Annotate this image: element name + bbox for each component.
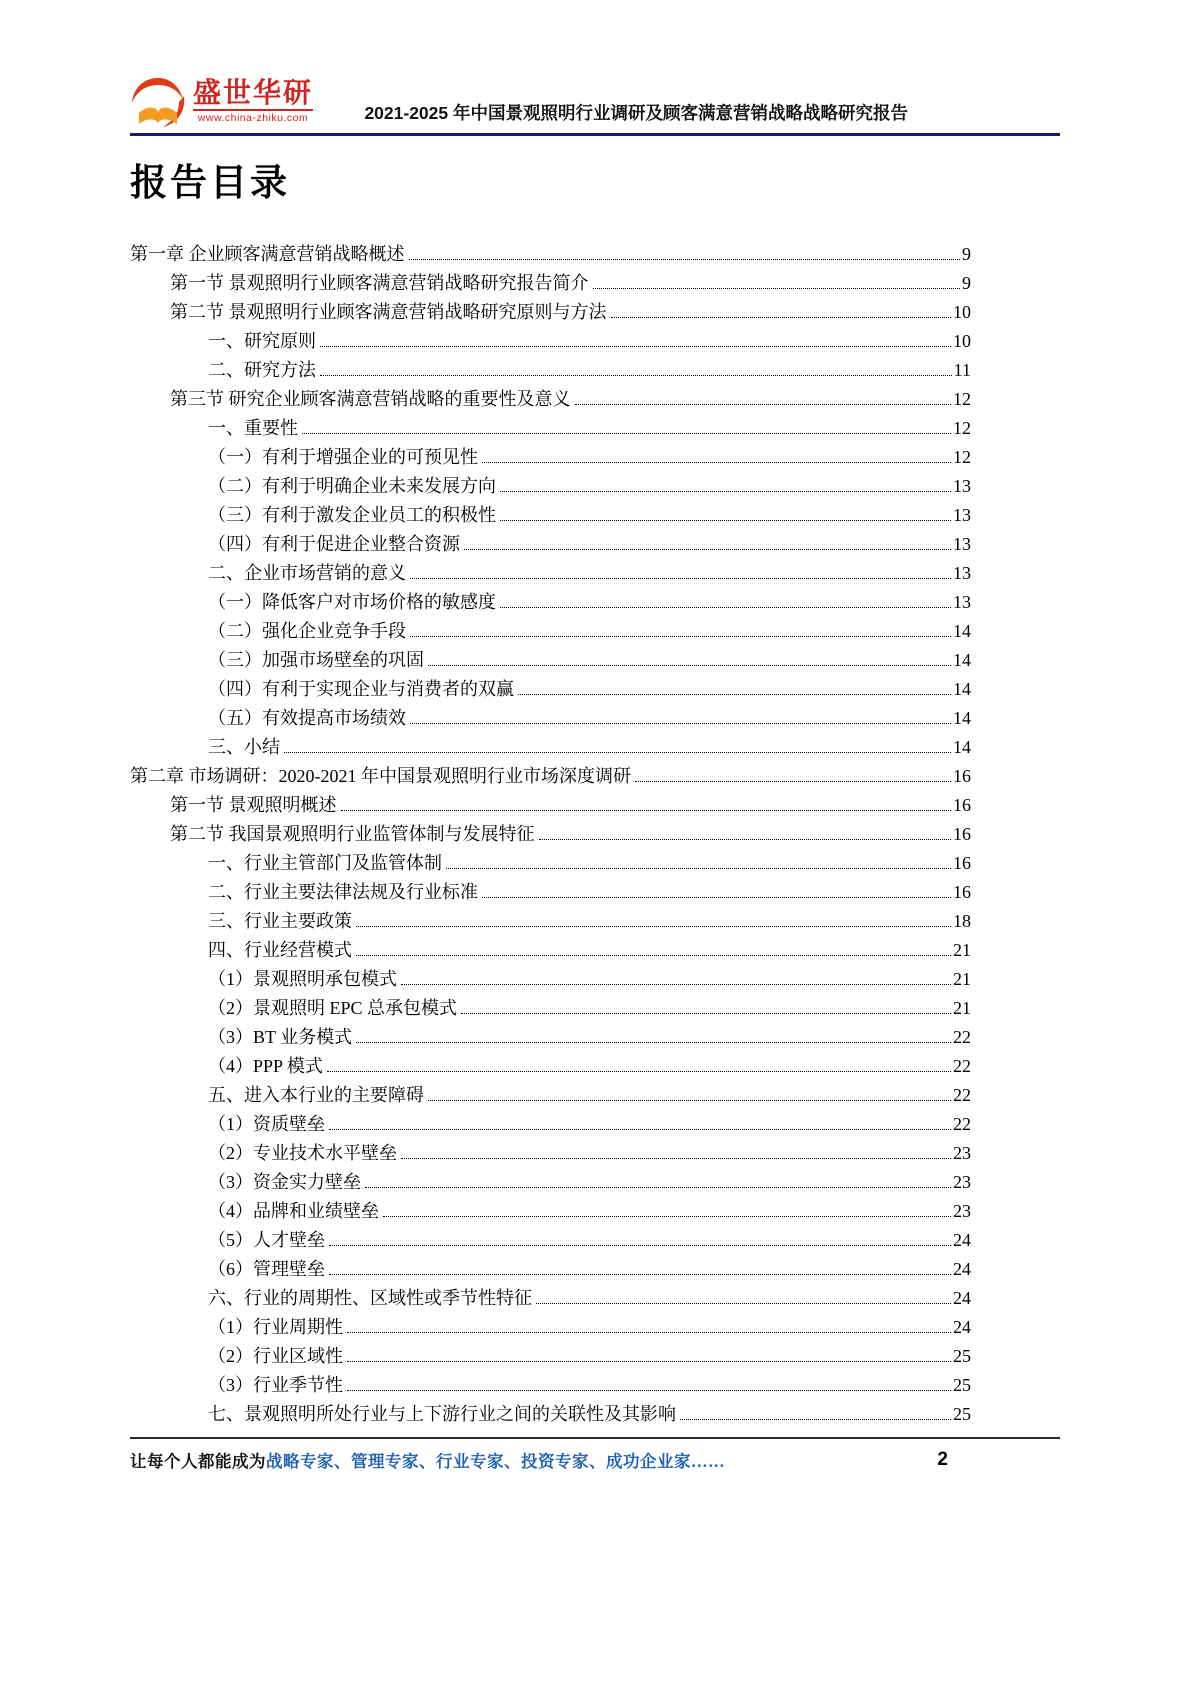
toc-entry[interactable] bbox=[130, 1139, 971, 1168]
toc-entry-text: 第二章 市场调研：2020-2021 年中国景观照明行业市场深度调研 bbox=[130, 766, 631, 786]
toc-entry[interactable] bbox=[130, 501, 971, 530]
toc-entry-text: 五、进入本行业的主要障碍 bbox=[208, 1085, 424, 1105]
toc-leader-dots bbox=[428, 665, 951, 666]
toc-page-number: 21 bbox=[953, 940, 971, 960]
toc-leader-dots bbox=[464, 549, 951, 550]
toc-entry[interactable] bbox=[130, 1255, 971, 1284]
toc-entry-text: 一、研究原则 bbox=[208, 331, 316, 351]
logo-text-block bbox=[193, 78, 313, 126]
toc-entry[interactable] bbox=[130, 588, 971, 617]
toc-entry[interactable] bbox=[130, 385, 971, 414]
toc-leader-dots bbox=[536, 1303, 951, 1304]
toc-entry-text: 第一节 景观照明行业顾客满意营销战略研究报告简介 bbox=[170, 273, 589, 293]
toc-page-number: 23 bbox=[953, 1143, 971, 1163]
toc-entry[interactable] bbox=[130, 1197, 971, 1226]
toc-page-number: 13 bbox=[953, 592, 971, 612]
toc-entry[interactable] bbox=[130, 1110, 971, 1139]
toc-entry-text: （5）人才壁垒 bbox=[208, 1230, 325, 1250]
toc-entry[interactable] bbox=[130, 994, 971, 1023]
page-footer bbox=[130, 1437, 1060, 1472]
toc-entry[interactable] bbox=[130, 269, 971, 298]
toc-page-number: 22 bbox=[953, 1114, 971, 1134]
toc-page-number: 14 bbox=[953, 737, 971, 757]
toc-page-number: 21 bbox=[953, 969, 971, 989]
toc-entry[interactable] bbox=[130, 762, 971, 791]
toc-leader-dots bbox=[611, 317, 952, 318]
toc-entry[interactable] bbox=[130, 646, 971, 675]
toc-entry-text: （2）行业区域性 bbox=[208, 1346, 343, 1366]
toc-entry-text: （四）有利于促进企业整合资源 bbox=[208, 534, 460, 554]
toc-entry-text: 一、行业主管部门及监管体制 bbox=[208, 853, 442, 873]
toc-page-number: 22 bbox=[953, 1056, 971, 1076]
logo-website-url: www.china-zhiku.com bbox=[193, 109, 313, 126]
toc-page-number: 13 bbox=[953, 534, 971, 554]
toc-entry[interactable] bbox=[130, 617, 971, 646]
toc-entry-text: （6）管理壁垒 bbox=[208, 1259, 325, 1279]
toc-leader-dots bbox=[356, 955, 951, 956]
toc-entry-text: （4）品牌和业绩壁垒 bbox=[208, 1201, 379, 1221]
toc-leader-dots bbox=[680, 1419, 951, 1420]
toc-entry-text: 一、重要性 bbox=[208, 418, 298, 438]
toc-entry-text: 第三节 研究企业顾客满意营销战略的重要性及意义 bbox=[170, 389, 571, 409]
toc-leader-dots bbox=[383, 1216, 951, 1217]
toc-leader-dots bbox=[410, 636, 951, 637]
toc-entry[interactable] bbox=[130, 356, 971, 385]
toc-entry-text: 七、景观照明所处行业与上下游行业之间的关联性及其影响 bbox=[208, 1404, 676, 1424]
toc-entry[interactable] bbox=[130, 820, 971, 849]
toc-entry-text: （1）景观照明承包模式 bbox=[208, 969, 397, 989]
toc-entry-text: （三）有利于激发企业员工的积极性 bbox=[208, 505, 496, 525]
toc-entry[interactable] bbox=[130, 1400, 971, 1429]
toc-page-number: 25 bbox=[953, 1346, 971, 1366]
header-divider-rule bbox=[130, 133, 1060, 136]
toc-page-number: 22 bbox=[953, 1027, 971, 1047]
toc-entry[interactable] bbox=[130, 791, 971, 820]
toc-leader-dots bbox=[500, 491, 951, 492]
toc-leader-dots bbox=[500, 520, 951, 521]
toc-page-number: 13 bbox=[953, 476, 971, 496]
toc-entry-text: 三、行业主要政策 bbox=[208, 911, 352, 931]
toc-page-number: 16 bbox=[953, 795, 971, 815]
toc-page-number: 14 bbox=[953, 621, 971, 641]
toc-page-number: 25 bbox=[953, 1375, 971, 1395]
toc-page-number: 9 bbox=[962, 273, 971, 293]
toc-entry[interactable] bbox=[130, 443, 971, 472]
toc-page-number: 14 bbox=[953, 708, 971, 728]
toc-entry-text: 四、行业经营模式 bbox=[208, 940, 352, 960]
toc-entry-text: （四）有利于实现企业与消费者的双赢 bbox=[208, 679, 514, 699]
logo-company-name: 盛世华研 bbox=[193, 76, 314, 108]
toc-leader-dots bbox=[539, 839, 952, 840]
toc-page-number: 24 bbox=[953, 1230, 971, 1250]
toc-entry-text: （一）有利于增强企业的可预见性 bbox=[208, 447, 478, 467]
toc-entry[interactable] bbox=[130, 472, 971, 501]
toc-entry-text: 二、研究方法 bbox=[208, 360, 316, 380]
toc-leader-dots bbox=[320, 375, 952, 376]
toc-entry[interactable] bbox=[130, 733, 971, 762]
toc-entry-text: 第二节 景观照明行业顾客满意营销战略研究原则与方法 bbox=[170, 302, 607, 322]
toc-entry[interactable] bbox=[130, 298, 971, 327]
toc-leader-dots bbox=[327, 1071, 951, 1072]
toc-entry[interactable] bbox=[130, 1371, 971, 1400]
footer-page-number: 2 bbox=[937, 1449, 948, 1470]
toc-page-number: 14 bbox=[953, 650, 971, 670]
toc-entry[interactable] bbox=[130, 1052, 971, 1081]
toc-entry[interactable] bbox=[130, 327, 971, 356]
toc-leader-dots bbox=[302, 433, 951, 434]
toc-entry-text: 第一节 景观照明概述 bbox=[170, 795, 337, 815]
toc-page-number: 9 bbox=[962, 244, 971, 264]
page-title: 报告目录 bbox=[130, 162, 290, 203]
toc-entry[interactable] bbox=[130, 907, 971, 936]
toc-list bbox=[130, 240, 1060, 1429]
toc-entry[interactable] bbox=[130, 559, 971, 588]
toc-leader-dots bbox=[329, 1274, 951, 1275]
toc-entry[interactable] bbox=[130, 1313, 971, 1342]
toc-entry[interactable] bbox=[130, 1023, 971, 1052]
toc-leader-dots bbox=[329, 1129, 951, 1130]
toc-page-number: 22 bbox=[953, 1085, 971, 1105]
toc-leader-dots bbox=[461, 1013, 951, 1014]
toc-leader-dots bbox=[518, 694, 951, 695]
toc-entry[interactable] bbox=[130, 849, 971, 878]
toc-entry-text: （3）行业季节性 bbox=[208, 1375, 343, 1395]
toc-page-number: 12 bbox=[953, 418, 971, 438]
toc-leader-dots bbox=[401, 1158, 951, 1159]
toc-page-number: 14 bbox=[953, 679, 971, 699]
toc-page-number: 24 bbox=[953, 1288, 971, 1308]
toc-entry[interactable] bbox=[130, 1226, 971, 1255]
toc-page-number: 16 bbox=[953, 882, 971, 902]
toc-leader-dots bbox=[356, 1042, 951, 1043]
toc-entry[interactable] bbox=[130, 878, 971, 907]
toc-leader-dots bbox=[284, 752, 951, 753]
toc-entry-text: 三、小结 bbox=[208, 737, 280, 757]
footer-row bbox=[130, 1448, 1060, 1472]
toc-entry-text: （2）景观照明 EPC 总承包模式 bbox=[208, 998, 458, 1018]
toc-entry-text: 二、行业主要法律法规及行业标准 bbox=[208, 882, 478, 902]
toc-page-number: 11 bbox=[953, 360, 971, 380]
toc-leader-dots bbox=[341, 810, 952, 811]
toc-leader-dots bbox=[320, 346, 951, 347]
toc-entry-text: 第一章 企业顾客满意营销战略概述 bbox=[130, 244, 405, 264]
toc-entry-text: （三）加强市场壁垒的巩固 bbox=[208, 650, 424, 670]
toc-entry[interactable] bbox=[130, 1168, 971, 1197]
toc-page-number: 16 bbox=[953, 853, 971, 873]
toc-leader-dots bbox=[446, 868, 951, 869]
toc-page-number: 16 bbox=[953, 766, 971, 786]
toc-entry[interactable] bbox=[130, 1342, 971, 1371]
toc-entry-text: （二）有利于明确企业未来发展方向 bbox=[208, 476, 496, 496]
toc-leader-dots bbox=[428, 1100, 951, 1101]
toc-entry[interactable] bbox=[130, 704, 971, 733]
toc-entry-text: （1）行业周期性 bbox=[208, 1317, 343, 1337]
toc-leader-dots bbox=[356, 926, 951, 927]
toc-entry-text: （2）专业技术水平壁垒 bbox=[208, 1143, 397, 1163]
toc-leader-dots bbox=[347, 1390, 951, 1391]
toc-page-number: 18 bbox=[953, 911, 971, 931]
toc-leader-dots bbox=[482, 462, 951, 463]
footer-slogan-prefix: 让每个人都能成为 bbox=[130, 1452, 266, 1471]
toc-leader-dots bbox=[365, 1187, 951, 1188]
toc-entry[interactable] bbox=[130, 1284, 971, 1313]
toc-leader-dots bbox=[482, 897, 951, 898]
toc-page-number: 13 bbox=[953, 505, 971, 525]
toc-leader-dots bbox=[329, 1245, 951, 1246]
toc-page-number: 12 bbox=[953, 389, 971, 409]
toc-page-number: 13 bbox=[953, 563, 971, 583]
toc-leader-dots bbox=[401, 984, 951, 985]
toc-page-number: 23 bbox=[953, 1172, 971, 1192]
toc-entry[interactable] bbox=[130, 936, 971, 965]
toc-page-number: 10 bbox=[953, 302, 971, 322]
toc-leader-dots bbox=[347, 1361, 951, 1362]
toc-entry-text: （五）有效提高市场绩效 bbox=[208, 708, 406, 728]
toc-page-number: 12 bbox=[953, 447, 971, 467]
footer-slogan bbox=[130, 1448, 725, 1472]
toc-entry[interactable] bbox=[130, 675, 971, 704]
toc-leader-dots bbox=[410, 723, 951, 724]
toc-leader-dots bbox=[635, 781, 951, 782]
toc-entry[interactable] bbox=[130, 414, 971, 443]
toc-entry-text: 第二节 我国景观照明行业监管体制与发展特征 bbox=[170, 824, 535, 844]
toc-page-number: 24 bbox=[953, 1259, 971, 1279]
report-header-title: 2021-2025 年中国景观照明行业调研及顾客满意营销战略战略研究报告 bbox=[364, 103, 908, 123]
toc-leader-dots bbox=[410, 578, 951, 579]
book-flame-logo-icon bbox=[130, 76, 186, 128]
toc-entry-text: 二、企业市场营销的意义 bbox=[208, 563, 406, 583]
toc-leader-dots bbox=[593, 288, 961, 289]
toc-entry[interactable] bbox=[130, 1081, 971, 1110]
toc-leader-dots bbox=[347, 1332, 951, 1333]
page-header bbox=[130, 76, 1060, 133]
toc-page-number: 16 bbox=[953, 824, 971, 844]
toc-entry[interactable] bbox=[130, 965, 971, 994]
toc-entry-text: （二）强化企业竞争手段 bbox=[208, 621, 406, 641]
toc-entry[interactable] bbox=[130, 240, 971, 269]
toc-leader-dots bbox=[500, 607, 951, 608]
footer-divider-rule bbox=[130, 1437, 1060, 1439]
toc-entry-text: （3）BT 业务模式 bbox=[208, 1027, 353, 1047]
toc-entry-text: （3）资金实力壁垒 bbox=[208, 1172, 361, 1192]
toc-entry-text: （一）降低客户对市场价格的敏感度 bbox=[208, 592, 496, 612]
toc-page-number: 21 bbox=[953, 998, 971, 1018]
toc-entry-text: 六、行业的周期性、区域性或季节性特征 bbox=[208, 1288, 532, 1308]
toc-entry-text: （4）PPP 模式 bbox=[208, 1056, 323, 1076]
toc-entry[interactable] bbox=[130, 530, 971, 559]
footer-slogan-highlight: 战略专家、管理专家、行业专家、投资专家、成功企业家…… bbox=[266, 1452, 725, 1471]
toc-page-number: 23 bbox=[953, 1201, 971, 1221]
toc-leader-dots bbox=[409, 259, 961, 260]
toc-page-number: 10 bbox=[953, 331, 971, 351]
toc-page-number: 24 bbox=[953, 1317, 971, 1337]
toc-entry-text: （1）资质壁垒 bbox=[208, 1114, 325, 1134]
toc-leader-dots bbox=[575, 404, 952, 405]
company-logo bbox=[130, 76, 313, 128]
toc-page-number: 25 bbox=[953, 1404, 971, 1424]
